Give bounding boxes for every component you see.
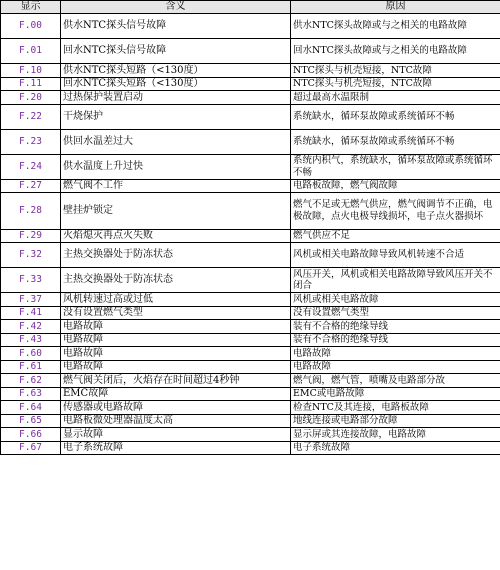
error-meaning: 没有设置燃气类型 (61, 306, 291, 320)
table-row (1, 333, 500, 347)
error-code: F.33 (1, 268, 61, 293)
error-meaning: 壁挂炉锁定 (61, 193, 291, 230)
error-cause: 超过最高水温限制 (291, 91, 500, 105)
table-row (1, 441, 500, 455)
header-code: 显示 (1, 1, 61, 14)
table-row (1, 104, 500, 129)
error-cause: 装有不合格的绝缘导线 (291, 333, 500, 347)
error-code: F.20 (1, 91, 61, 105)
error-meaning: 电路故障 (61, 347, 291, 361)
error-cause: 燃气阀，燃气管，喷嘴及电路部分故 (291, 374, 500, 388)
table-row (1, 306, 500, 320)
table-row (1, 193, 500, 230)
error-cause: 燃气不足或无燃气供应，燃气阀调节不正确，电极故障，点火电极导线损坏，电子点火器损坏 (291, 193, 500, 230)
error-cause: 风机或相关电路故障 (291, 293, 500, 307)
error-meaning: 电路故障 (61, 333, 291, 347)
error-cause: NTC探头与机壳短接，NTC故障 (291, 77, 500, 91)
error-meaning: 主热交换器处于防冻状态 (61, 243, 291, 268)
table-row (1, 243, 500, 268)
error-meaning: 供水NTC探头信号故障 (61, 14, 291, 39)
table-row (1, 347, 500, 361)
error-code: F.64 (1, 401, 61, 415)
error-code: F.42 (1, 320, 61, 334)
error-meaning: 显示故障 (61, 428, 291, 442)
table-row (1, 268, 500, 293)
table-row (1, 64, 500, 78)
table-row (1, 320, 500, 334)
error-meaning: EMC故障 (61, 387, 291, 401)
error-code: F.11 (1, 77, 61, 91)
table-row (1, 14, 500, 39)
header-meaning: 含义 (61, 1, 291, 14)
error-code: F.62 (1, 374, 61, 388)
error-cause: 地线连接或电路部分故障 (291, 414, 500, 428)
error-code: F.00 (1, 14, 61, 39)
error-meaning: 电路故障 (61, 360, 291, 374)
error-meaning: 供回水温差过大 (61, 129, 291, 154)
table-row (1, 77, 500, 91)
error-code: F.60 (1, 347, 61, 361)
table-row (1, 229, 500, 243)
error-code: F.37 (1, 293, 61, 307)
error-code: F.41 (1, 306, 61, 320)
error-cause: 电子系统故障 (291, 441, 500, 455)
error-code: F.32 (1, 243, 61, 268)
error-meaning: 回水NTC探头信号故障 (61, 39, 291, 64)
error-cause: 电路故障 (291, 360, 500, 374)
error-meaning: 干烧保护 (61, 104, 291, 129)
error-meaning: 电路板微处理器温度太高 (61, 414, 291, 428)
error-meaning: 燃气阀不工作 (61, 179, 291, 193)
error-code: F.65 (1, 414, 61, 428)
error-meaning: 主热交换器处于防冻状态 (61, 268, 291, 293)
table-row (1, 414, 500, 428)
error-cause: 燃气供应不足 (291, 229, 500, 243)
table-row (1, 91, 500, 105)
table-row (1, 428, 500, 442)
error-cause: 电路板故障，燃气阀故障 (291, 179, 500, 193)
error-code: F.29 (1, 229, 61, 243)
error-cause: 没有设置燃气类型 (291, 306, 500, 320)
table-row (1, 129, 500, 154)
table-row (1, 401, 500, 415)
error-code: F.43 (1, 333, 61, 347)
error-cause: 显示屏或其连接故障，电路故障 (291, 428, 500, 442)
table-row (1, 360, 500, 374)
error-cause: 电路故障 (291, 347, 500, 361)
error-cause: 回水NTC探头故障或与之相关的电路故障 (291, 39, 500, 64)
error-meaning: 过热保护装置启动 (61, 91, 291, 105)
table-body (1, 14, 500, 455)
error-meaning: 电子系统故障 (61, 441, 291, 455)
error-meaning: 风机转速过高或过低 (61, 293, 291, 307)
error-code: F.66 (1, 428, 61, 442)
error-meaning: 燃气阀关闭后，火焰存在时间超过4秒钟 (61, 374, 291, 388)
error-cause: 系统缺水，循环泵故障或系统循环不畅 (291, 104, 500, 129)
error-cause: 系统缺水，循环泵故障或系统循环不畅 (291, 129, 500, 154)
error-code: F.27 (1, 179, 61, 193)
error-cause: 供水NTC探头故障或与之相关的电路故障 (291, 14, 500, 39)
error-code: F.61 (1, 360, 61, 374)
table-row (1, 374, 500, 388)
error-meaning: 电路故障 (61, 320, 291, 334)
table-row (1, 293, 500, 307)
error-code: F.23 (1, 129, 61, 154)
header-row (1, 1, 500, 14)
header-cause: 原因 (291, 1, 500, 14)
error-code: F.67 (1, 441, 61, 455)
error-meaning: 供水NTC探头短路（<130度） (61, 64, 291, 78)
table-row (1, 39, 500, 64)
table-row (1, 179, 500, 193)
error-cause: 装有不合格的绝缘导线 (291, 320, 500, 334)
error-cause: 风压开关，风机或相关电路故障导致风压开关不闭合 (291, 268, 500, 293)
error-code: F.01 (1, 39, 61, 64)
error-meaning: 供水温度上升过快 (61, 154, 291, 179)
error-cause: 检查NTC及其连接，电路板故障 (291, 401, 500, 415)
error-meaning: 传感器或电路故障 (61, 401, 291, 415)
error-code: F.63 (1, 387, 61, 401)
error-meaning: 回水NTC探头短路（<130度） (61, 77, 291, 91)
error-cause: NTC探头与机壳短接，NTC故障 (291, 64, 500, 78)
error-cause: EMC或电路故障 (291, 387, 500, 401)
error-code: F.28 (1, 193, 61, 230)
table-row (1, 154, 500, 179)
error-code: F.10 (1, 64, 61, 78)
table-row (1, 387, 500, 401)
error-cause: 系统内积气，系统缺水，循环泵故障或系统循环不畅 (291, 154, 500, 179)
error-meaning: 火焰熄灭再点火失败 (61, 229, 291, 243)
error-code: F.22 (1, 104, 61, 129)
error-cause: 风机或相关电路故障导致风机转速不合适 (291, 243, 500, 268)
error-code: F.24 (1, 154, 61, 179)
